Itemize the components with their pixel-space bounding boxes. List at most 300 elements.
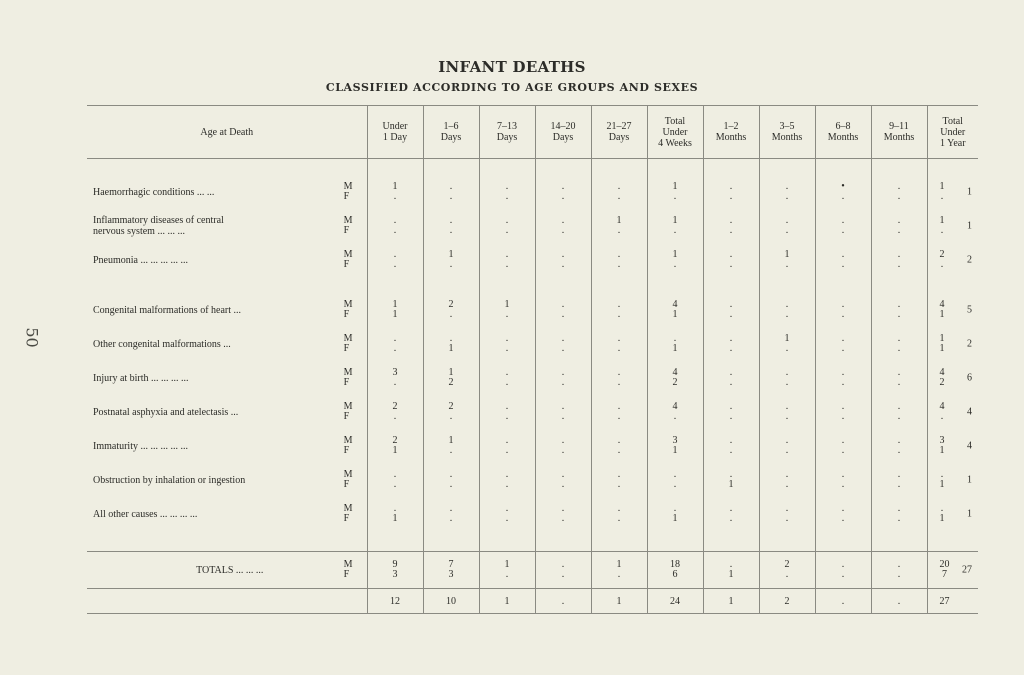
male-value: 1 [392, 299, 398, 310]
cause-label [87, 327, 367, 361]
female-value: 3 [448, 569, 454, 580]
mf-values [450, 504, 453, 524]
value-cell [367, 361, 423, 395]
male-value: . [505, 333, 509, 344]
value-cell [367, 497, 423, 531]
grand-sum-row [87, 589, 978, 614]
female-value: . [617, 411, 621, 422]
mf-values [562, 300, 565, 320]
cause-label-text: Pneumonia ... ... ... ... ... [93, 254, 188, 266]
female-value: . [561, 259, 565, 270]
female-value: . [729, 225, 733, 236]
sex-label-f: F [343, 309, 350, 320]
value-cell [815, 361, 871, 395]
value-cell [591, 429, 647, 463]
mf-values [506, 334, 509, 354]
cause-label [87, 463, 367, 497]
value-cell [815, 293, 871, 327]
female-value: . [673, 191, 677, 202]
mf-values [618, 470, 621, 490]
value-cell [479, 429, 535, 463]
female-value: . [505, 225, 509, 236]
female-value: . [897, 309, 901, 320]
female-value: . [785, 259, 789, 270]
male-value: . [561, 503, 565, 514]
mf-values [940, 250, 945, 270]
value-cell [703, 361, 759, 395]
value-cell [535, 327, 591, 361]
female-value: . [841, 343, 845, 354]
sum-cell: . [871, 589, 927, 614]
female-value: . [617, 343, 621, 354]
male-value: 4 [672, 401, 678, 412]
value-cell [479, 293, 535, 327]
mf-values [730, 402, 733, 422]
male-value: 2 [784, 559, 790, 570]
female-value: . [897, 445, 901, 456]
value-cell [367, 293, 423, 327]
value-cell [479, 395, 535, 429]
male-value: . [729, 181, 733, 192]
mf-values [562, 504, 565, 524]
cause-row [87, 497, 978, 531]
value-cell [591, 293, 647, 327]
female-value: 1 [939, 445, 945, 456]
value-cell [535, 209, 591, 243]
total-under-1-year-cell [927, 429, 978, 463]
male-value: . [729, 215, 733, 226]
column-header-age-at-death: Age at Death [87, 106, 367, 159]
mf-values [617, 560, 622, 580]
value-cell [591, 395, 647, 429]
mf-values [898, 368, 901, 388]
total-under-1-year-cell [927, 293, 978, 327]
female-value: . [561, 225, 565, 236]
mf-values [449, 250, 454, 270]
male-value: . [897, 333, 901, 344]
mf-values [618, 182, 621, 202]
value-cell [759, 395, 815, 429]
female-value: . [393, 343, 397, 354]
value-cell [759, 327, 815, 361]
male-value: 1 [448, 435, 454, 446]
mf-values [786, 300, 789, 320]
mf-values [898, 216, 901, 236]
sex-labels [344, 504, 353, 524]
female-value: . [841, 259, 845, 270]
male-value: . [617, 249, 621, 260]
female-value: . [617, 259, 621, 270]
female-value: . [673, 479, 677, 490]
value-cell [535, 552, 591, 589]
male-value: 1 [448, 367, 454, 378]
value-cell [815, 175, 871, 209]
female-value: . [841, 445, 845, 456]
cause-label [87, 552, 367, 589]
mf-values [450, 182, 453, 202]
value-cell [703, 243, 759, 277]
spacer-row [87, 277, 978, 293]
total-under-1-year-cell [927, 209, 978, 243]
female-value: . [505, 377, 509, 388]
sex-label-m: M [343, 367, 353, 378]
male-value: . [729, 503, 733, 514]
value-cell [367, 395, 423, 429]
male-value: 2 [392, 401, 398, 412]
male-value: 1 [939, 181, 945, 192]
male-value: . [897, 299, 901, 310]
female-value: . [617, 225, 621, 236]
male-value: . [729, 333, 733, 344]
value-cell [871, 243, 927, 277]
female-value: . [841, 411, 845, 422]
male-value: . [617, 401, 621, 412]
male-value: 3 [672, 435, 678, 446]
female-value: . [785, 569, 789, 580]
male-value: 1 [448, 249, 454, 260]
value-cell [535, 429, 591, 463]
cause-label [87, 429, 367, 463]
female-value: . [617, 191, 621, 202]
female-value: . [505, 569, 509, 580]
female-value: . [841, 569, 845, 580]
total-under-1-year-cell [927, 552, 978, 589]
female-value: . [561, 445, 565, 456]
mf-values [730, 300, 733, 320]
mf-values [449, 368, 454, 388]
value-cell [591, 175, 647, 209]
value-cell [647, 463, 703, 497]
value-cell [367, 552, 423, 589]
value-cell [871, 463, 927, 497]
male-value: 4 [672, 367, 678, 378]
mf-values [841, 182, 845, 202]
male-value: . [841, 367, 845, 378]
mf-values [730, 334, 733, 354]
mf-values [940, 560, 950, 580]
value-cell [591, 552, 647, 589]
female-value: . [729, 445, 733, 456]
male-value: . [617, 469, 621, 480]
mf-values [842, 436, 845, 456]
mf-values [673, 300, 678, 320]
value-cell [871, 209, 927, 243]
sex-label-f: F [343, 259, 350, 270]
value-cell [479, 327, 535, 361]
cause-row [87, 293, 978, 327]
female-value: 1 [939, 513, 945, 524]
mf-values [506, 436, 509, 456]
male-value: . [449, 469, 453, 480]
mf-values [842, 560, 845, 580]
mf-values [842, 216, 845, 236]
male-value: . [785, 299, 789, 310]
value-cell [367, 463, 423, 497]
value-cell [647, 209, 703, 243]
mf-values [940, 504, 945, 524]
combined-total: 5 [967, 304, 972, 316]
male-value: . [449, 333, 453, 344]
page-subtitle: CLASSIFIED ACCORDING TO AGE GROUPS AND SEXES [325, 81, 699, 94]
column-header: 14–20 Days [535, 106, 591, 159]
mf-values [786, 182, 789, 202]
column-header: 1–2 Months [703, 106, 759, 159]
female-value: . [561, 411, 565, 422]
male-value: . [505, 503, 509, 514]
female-value: . [673, 225, 677, 236]
male-value: . [729, 367, 733, 378]
column-header: 6–8 Months [815, 106, 871, 159]
combined-total: 27 [962, 564, 972, 576]
male-value: 9 [392, 559, 398, 570]
female-value: . [561, 191, 565, 202]
value-cell [759, 175, 815, 209]
value-cell [815, 497, 871, 531]
mf-values [449, 402, 454, 422]
male-value: . [617, 503, 621, 514]
mf-values [562, 368, 565, 388]
mf-values [673, 368, 678, 388]
mf-values [673, 504, 678, 524]
infant-deaths-table [87, 105, 978, 614]
mf-values [786, 470, 789, 490]
female-value: 2 [672, 377, 678, 388]
value-cell [703, 497, 759, 531]
male-value: . [729, 559, 733, 570]
mf-values [562, 334, 565, 354]
male-value: . [505, 435, 509, 446]
value-cell [703, 293, 759, 327]
value-cell [871, 361, 927, 395]
value-cell [423, 175, 479, 209]
cause-label-text: Inflammatory diseases of central nervous system ... ... ... [93, 215, 224, 237]
female-value: . [940, 411, 944, 422]
mf-values [394, 216, 397, 236]
combined-total: 1 [967, 474, 972, 486]
female-value: 1 [728, 479, 734, 490]
value-cell [367, 175, 423, 209]
value-cell [703, 552, 759, 589]
value-cell [703, 429, 759, 463]
mf-values [506, 216, 509, 236]
male-value: . [841, 215, 845, 226]
cause-label [87, 395, 367, 429]
mf-values [786, 504, 789, 524]
mf-values [842, 300, 845, 320]
male-value: . [841, 469, 845, 480]
male-value: 4 [939, 299, 945, 310]
female-value: . [841, 479, 845, 490]
column-header: Total Under 4 Weeks [647, 106, 703, 159]
female-value: . [449, 445, 453, 456]
male-value: 1 [672, 181, 678, 192]
mf-values [562, 436, 565, 456]
combined-total: 2 [967, 338, 972, 350]
female-value: . [449, 513, 453, 524]
female-value: . [673, 411, 677, 422]
mf-values [898, 402, 901, 422]
sex-labels [344, 216, 353, 236]
total-under-1-year-cell [927, 497, 978, 531]
male-value: . [393, 249, 397, 260]
female-value: 1 [939, 479, 945, 490]
mf-values [562, 402, 565, 422]
mf-values [618, 368, 621, 388]
value-cell [479, 243, 535, 277]
female-value: . [505, 479, 509, 490]
female-value: . [897, 411, 901, 422]
mf-values [842, 402, 845, 422]
value-cell [591, 463, 647, 497]
mf-values [393, 182, 398, 202]
male-value: 1 [939, 215, 945, 226]
female-value: . [561, 513, 565, 524]
male-value: . [393, 333, 397, 344]
female-value: . [841, 309, 845, 320]
male-value: . [617, 435, 621, 446]
female-value: 1 [672, 343, 678, 354]
mf-values [393, 560, 398, 580]
value-cell [815, 209, 871, 243]
mf-values [674, 470, 677, 490]
female-value: . [841, 191, 845, 202]
value-cell [591, 209, 647, 243]
empty-label-cell [87, 589, 367, 614]
male-value: . [505, 215, 509, 226]
mf-values [562, 216, 565, 236]
male-value: 1 [504, 559, 510, 570]
male-value: 1 [784, 249, 790, 260]
female-value: . [940, 191, 944, 202]
mf-values [673, 250, 678, 270]
mf-values [562, 560, 565, 580]
mf-values [940, 470, 945, 490]
female-value: . [897, 225, 901, 236]
male-value: 1 [504, 299, 510, 310]
male-value: . [897, 249, 901, 260]
mf-values [673, 216, 678, 236]
total-under-1-year-cell [927, 361, 978, 395]
cause-label [87, 293, 367, 327]
male-value: . [785, 181, 789, 192]
female-value: . [897, 569, 901, 580]
cause-label-text: Congenital malformations of heart ... [93, 304, 242, 316]
male-value: . [673, 503, 677, 514]
female-value: . [897, 377, 901, 388]
page-number: 50 [22, 327, 42, 348]
mf-values [393, 300, 398, 320]
value-cell [479, 175, 535, 209]
female-value: . [940, 225, 944, 236]
mf-values [729, 560, 734, 580]
sex-labels [344, 436, 353, 456]
female-value: . [617, 479, 621, 490]
female-value: . [785, 309, 789, 320]
value-cell [759, 361, 815, 395]
male-value: . [940, 469, 944, 480]
cause-row [87, 463, 978, 497]
male-value: . [673, 469, 677, 480]
female-value: . [505, 411, 509, 422]
sex-label-m: M [343, 333, 353, 344]
female-value: . [561, 377, 565, 388]
female-value: . [505, 513, 509, 524]
female-value: . [841, 513, 845, 524]
mf-values [506, 250, 509, 270]
female-value: . [785, 479, 789, 490]
male-value: . [449, 181, 453, 192]
female-value: . [785, 343, 789, 354]
cause-label-text: TOTALS ... ... ... [196, 564, 264, 576]
sex-labels [344, 334, 353, 354]
mf-values [898, 334, 901, 354]
mf-values [562, 470, 565, 490]
male-value: 7 [448, 559, 454, 570]
female-value: 1 [672, 445, 678, 456]
sum-cell: 24 [647, 589, 703, 614]
mf-values [842, 368, 845, 388]
male-value: . [897, 469, 901, 480]
male-value: . [561, 181, 565, 192]
mf-values [673, 402, 678, 422]
mf-values [940, 368, 945, 388]
combined-total: 2 [967, 254, 972, 266]
cause-label [87, 361, 367, 395]
mf-values [450, 216, 453, 236]
cause-label [87, 209, 367, 243]
value-cell [535, 361, 591, 395]
male-value: . [785, 401, 789, 412]
male-value: . [505, 367, 509, 378]
male-value: . [449, 503, 453, 514]
male-value: . [785, 469, 789, 480]
female-value: 1 [672, 309, 678, 320]
male-value: . [785, 367, 789, 378]
mf-values [730, 182, 733, 202]
female-value: . [897, 479, 901, 490]
combined-total: 1 [967, 220, 972, 232]
female-value: . [729, 309, 733, 320]
male-value: . [505, 181, 509, 192]
female-value: . [393, 411, 397, 422]
mf-values [506, 504, 509, 524]
male-value: . [505, 469, 509, 480]
sex-label-m: M [343, 215, 353, 226]
male-value: . [897, 367, 901, 378]
value-cell [591, 361, 647, 395]
mf-values [450, 470, 453, 490]
male-value: . [617, 367, 621, 378]
male-value: . [841, 249, 845, 260]
male-value: . [785, 503, 789, 514]
value-cell [703, 175, 759, 209]
male-value: . [897, 215, 901, 226]
female-value: 1 [672, 513, 678, 524]
sum-cell: 12 [367, 589, 423, 614]
value-cell [759, 497, 815, 531]
mf-values [562, 250, 565, 270]
sum-cell: 1 [591, 589, 647, 614]
mf-values [730, 436, 733, 456]
male-value: . [561, 215, 565, 226]
mf-values [393, 436, 398, 456]
value-cell [423, 429, 479, 463]
cause-row [87, 209, 978, 243]
total-under-1-year-cell [927, 175, 978, 209]
male-value: 1 [784, 333, 790, 344]
mf-values [940, 402, 945, 422]
value-cell [367, 243, 423, 277]
